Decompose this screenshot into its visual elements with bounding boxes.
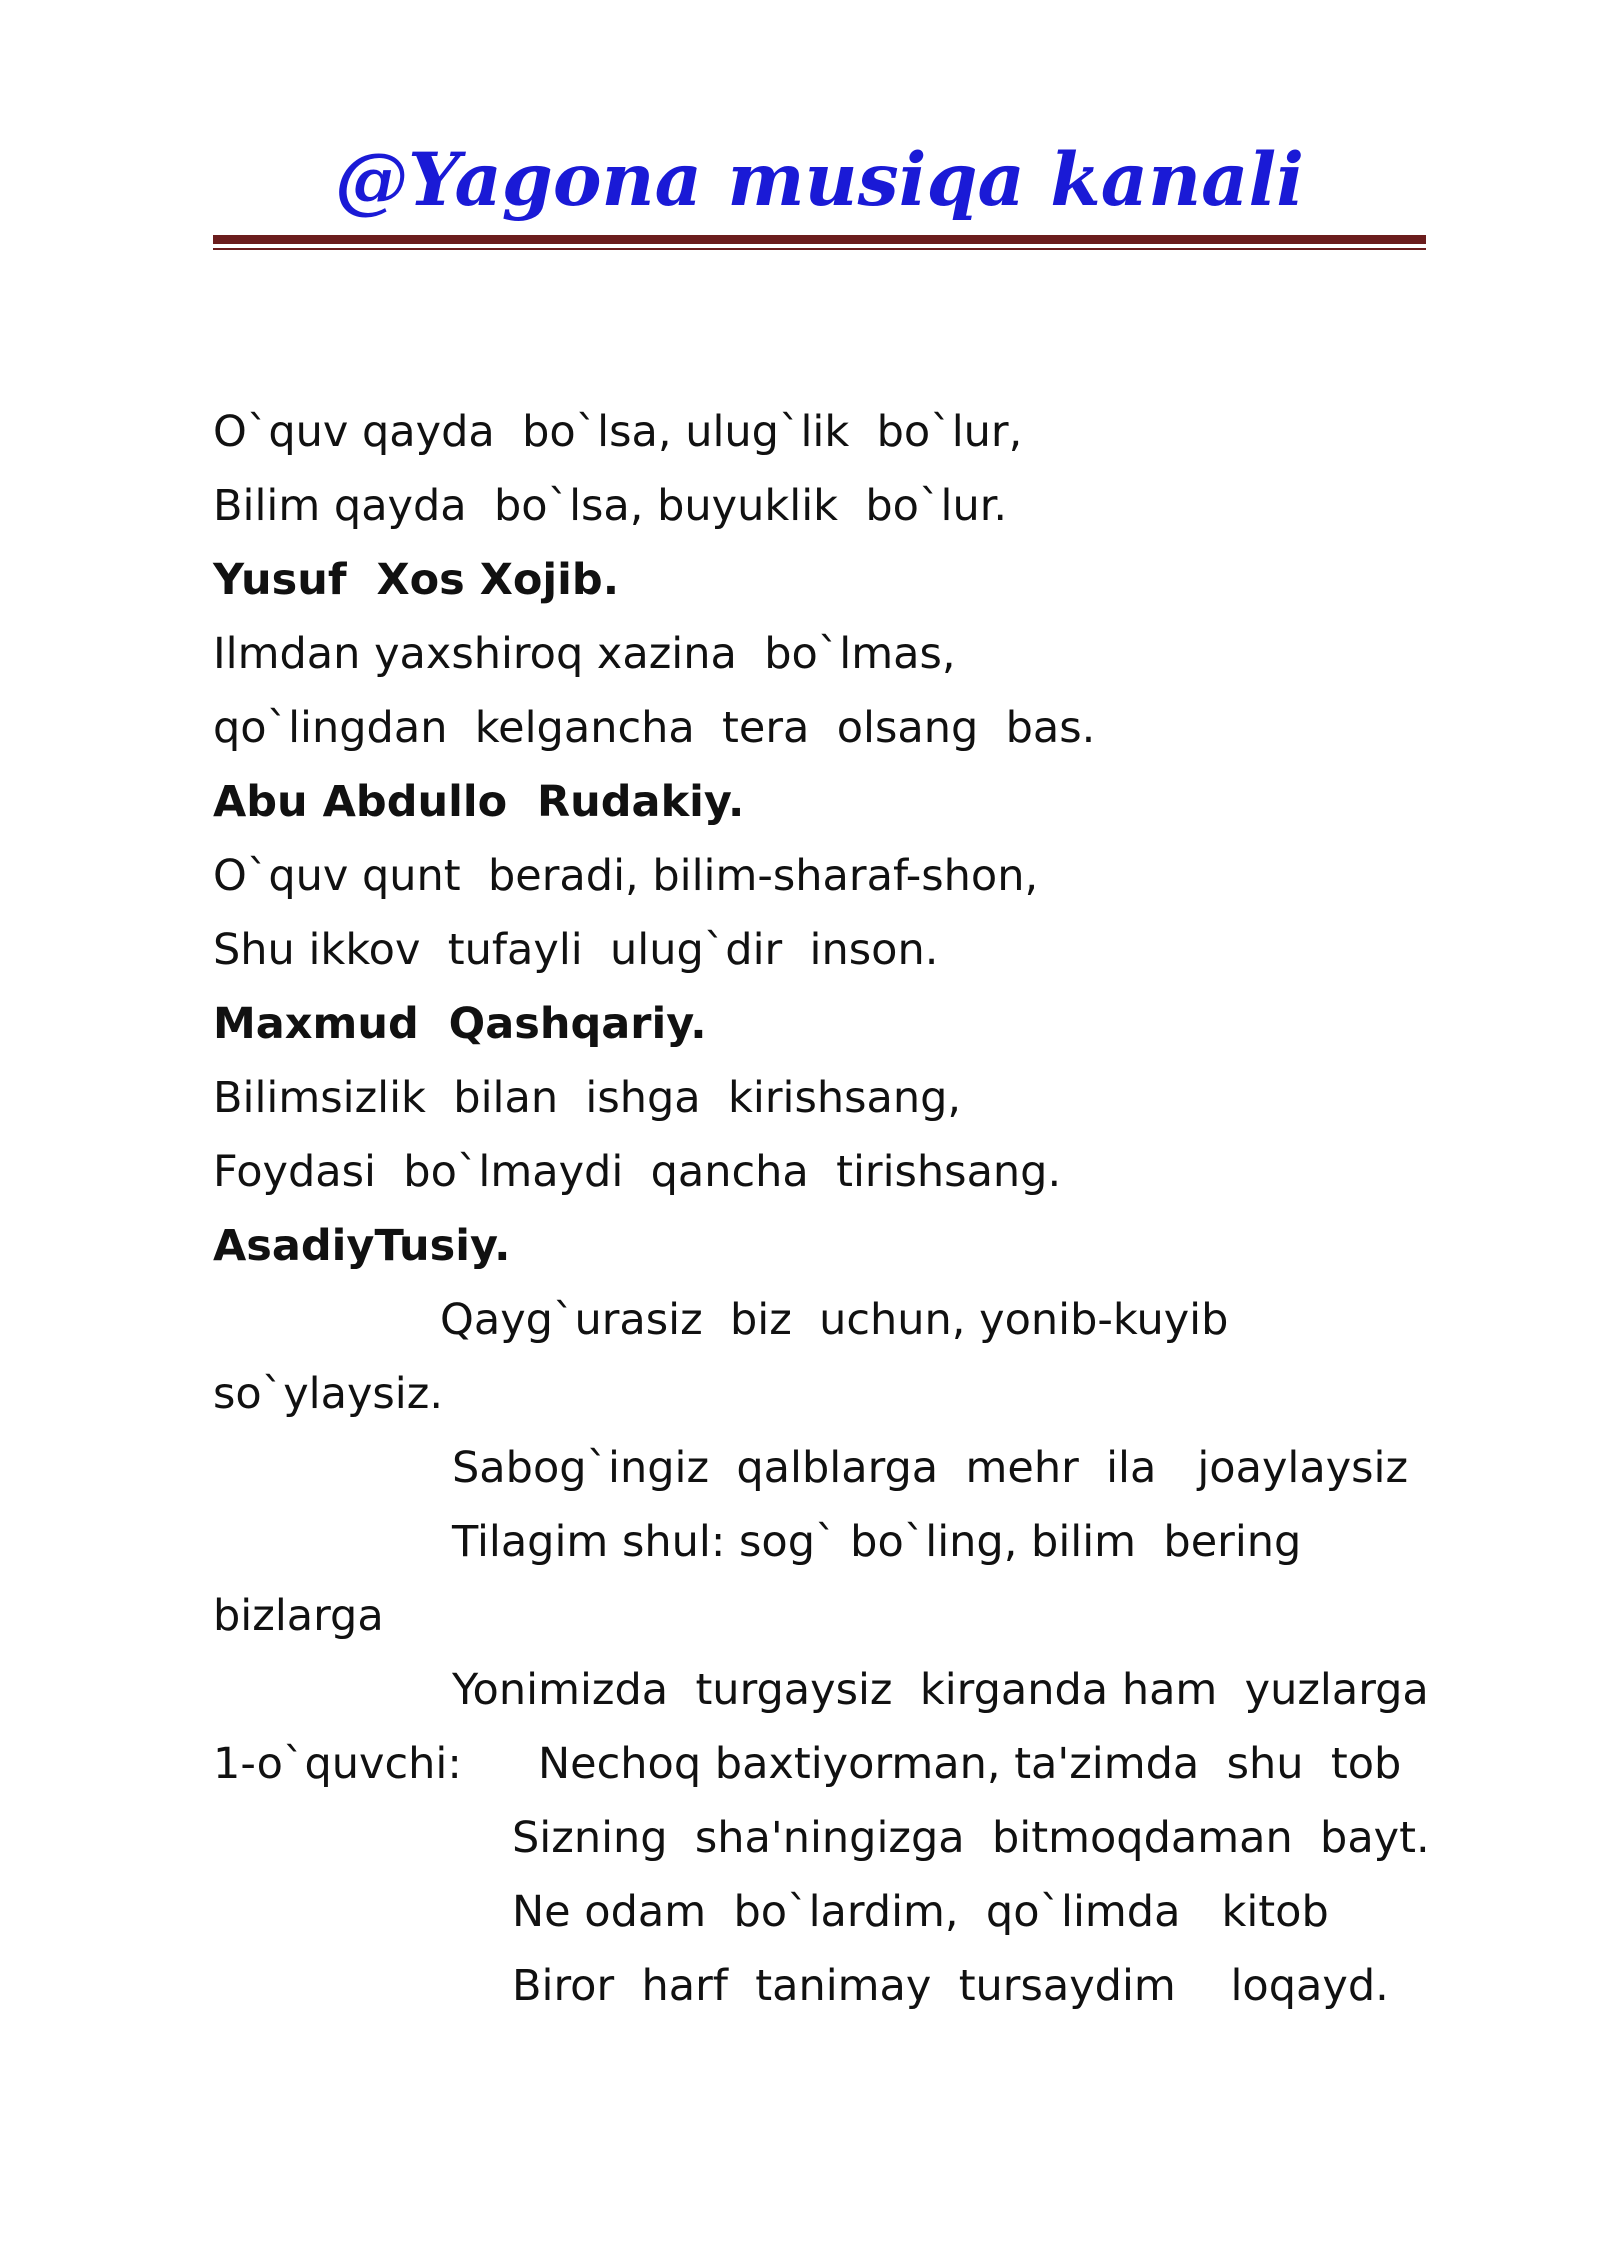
- poem-line: Qayg`urasiz biz uchun, yonib-kuyib: [440, 1295, 1229, 1345]
- poem-line: Bilim qayda bo`lsa, buyuklik bo`lur.: [213, 481, 1008, 531]
- poem-line: Ne odam bo`lardim, qo`limda kitob: [512, 1887, 1329, 1937]
- poem-line: bizlarga: [213, 1591, 384, 1641]
- poem-line: O`quv qunt beradi, bilim-sharaf-shon,: [213, 851, 1039, 901]
- channel-title: @Yagona musiqa kanali: [335, 137, 1304, 223]
- poem-line: Tilagim shul: sog` bo`ling, bilim bering: [452, 1517, 1302, 1567]
- poem-line: so`ylaysiz.: [213, 1369, 443, 1419]
- poem-line: qo`lingdan kelgancha tera olsang bas.: [213, 703, 1096, 753]
- poem-line: Yonimizda turgaysiz kirganda ham yuzlarga: [452, 1665, 1429, 1715]
- poem-line: Sizning sha'ningizga bitmoqdaman bayt.: [512, 1813, 1430, 1863]
- author-name: Abu Abdullo Rudakiy.: [213, 777, 745, 827]
- poem-line: Bilimsizlik bilan ishga kirishsang,: [213, 1073, 962, 1123]
- poem-line: Sabog`ingiz qalblarga mehr ila joaylaysiz: [452, 1443, 1409, 1493]
- poem-line: Nechoq baxtiyorman, ta'zimda shu tob: [538, 1739, 1402, 1789]
- poem-line: Foydasi bo`lmaydi qancha tirishsang.: [213, 1147, 1062, 1197]
- speaker-label: 1-o`quvchi:: [213, 1739, 462, 1789]
- author-name: AsadiyTusiy.: [213, 1221, 511, 1271]
- poem-line: O`quv qayda bo`lsa, ulug`lik bo`lur,: [213, 407, 1023, 457]
- author-name: Yusuf Xos Xojib.: [213, 555, 620, 605]
- poem-line: Shu ikkov tufayli ulug`dir inson.: [213, 925, 939, 975]
- author-name: Maxmud Qashqariy.: [213, 999, 707, 1049]
- poem-line: Biror harf tanimay tursaydim loqayd.: [512, 1961, 1389, 2011]
- poem-line: Ilmdan yaxshiroq xazina bo`lmas,: [213, 629, 956, 679]
